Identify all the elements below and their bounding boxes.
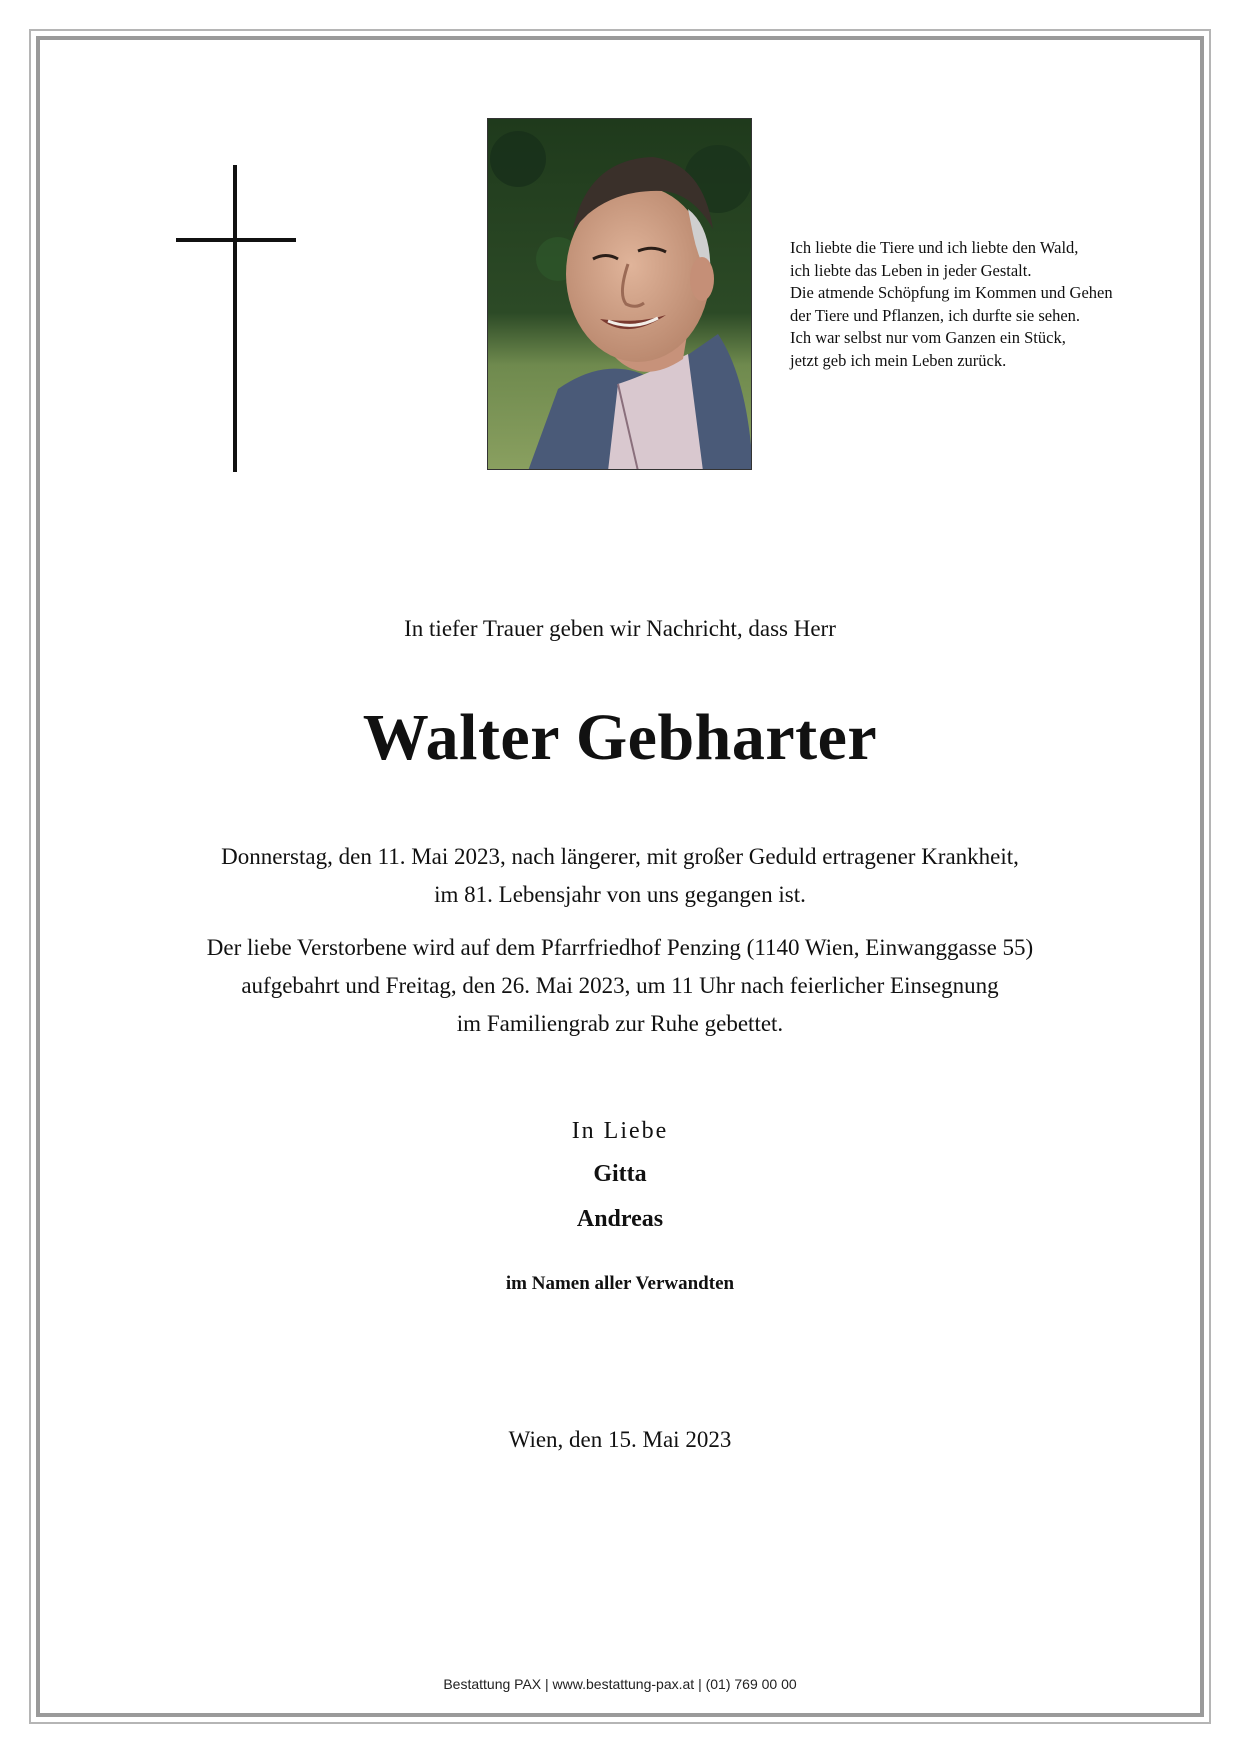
deceased-name: Walter Gebharter [362, 701, 878, 774]
announcement-line: Donnerstag, den 11. Mai 2023, nach längerer, mit großer Geduld ertragener Krankheit, [221, 844, 1019, 869]
cross-vertical-bar [233, 165, 237, 472]
poem-line: jetzt geb ich mein Leben zurück. [790, 350, 1007, 370]
poem [790, 237, 1170, 372]
cross-horizontal-bar [176, 238, 296, 242]
cross-icon [176, 165, 296, 472]
portrait-photo [487, 118, 752, 470]
funeral-details [60, 929, 1180, 1043]
funeral-line: Der liebe Verstorbene wird auf dem Pfarrfriedhof Penzing (1140 Wien, Einwanggasse 55) [206, 935, 1034, 960]
closing-phrase: In Liebe [571, 1118, 669, 1144]
death-announcement [60, 838, 1180, 914]
announcement-line: im 81. Lebensjahr von uns gegangen ist. [434, 882, 806, 907]
family-line: im Namen aller Verwandten [505, 1273, 735, 1294]
mourner-name: Gitta [593, 1161, 647, 1187]
intro-text: In tiefer Trauer geben wir Nachricht, dass Herr [404, 616, 836, 641]
poem-line: ich liebte das Leben in jeder Gestalt. [790, 260, 1032, 280]
funeral-line: im Familiengrab zur Ruhe gebettet. [456, 1011, 784, 1036]
funeral-home-footer: Bestattung PAX | www.bestattung-pax.at | (01) 769 00 00 [443, 1676, 797, 1692]
funeral-line: aufgebahrt und Freitag, den 26. Mai 2023, um 11 Uhr nach feierlicher Einsegnung [241, 973, 999, 998]
portrait-illustration [488, 119, 752, 470]
poem-line: Die atmende Schöpfung im Kommen und Gehen [790, 283, 1113, 302]
place-date: Wien, den 15. Mai 2023 [508, 1427, 732, 1452]
poem-line: der Tiere und Pflanzen, ich durfte sie sehen. [790, 305, 1081, 325]
poem-line: Ich war selbst nur vom Ganzen ein Stück, [790, 328, 1066, 347]
poem-line: Ich liebte die Tiere und ich liebte den Wald, [790, 238, 1079, 257]
mourner-name: Andreas [576, 1206, 664, 1232]
